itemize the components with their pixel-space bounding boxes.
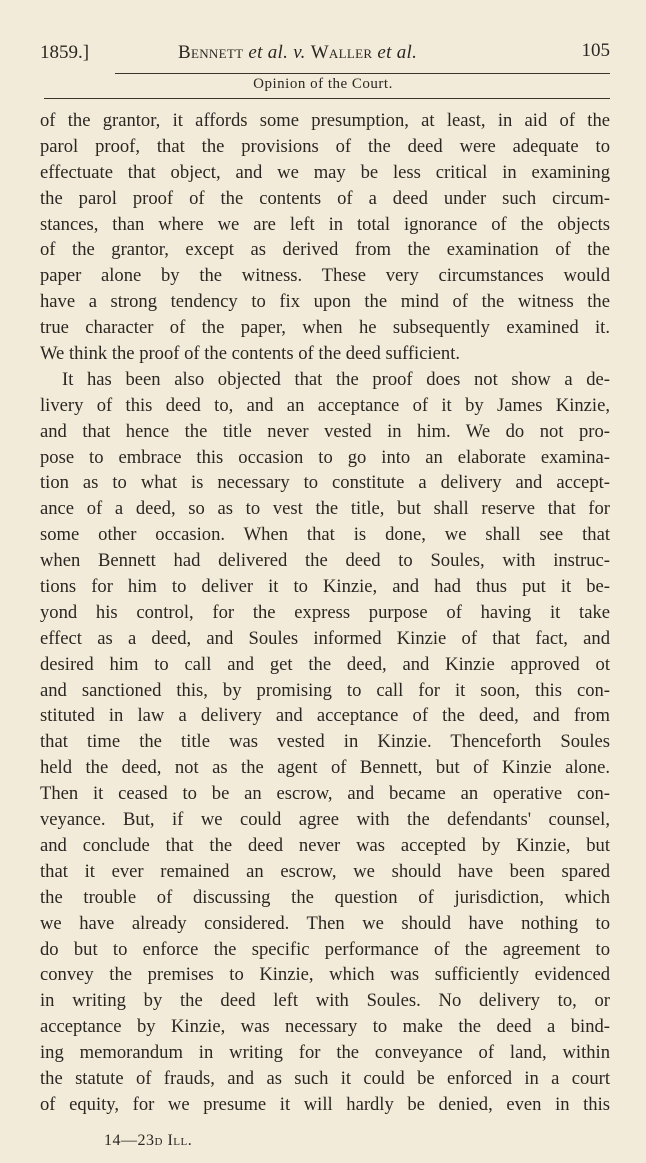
versus: v. [293,42,306,63]
text-line: parol proof, that the provisions of the deed were adequate to [40,135,610,157]
text-line: tions for him to deliver it to Kinzie, and had thus put it be- [40,576,610,598]
text-line: paper alone by the witness. These very circumstances would [40,265,610,287]
signature-volume: d Ill. [154,1132,193,1149]
et-al-first: et al. [248,42,289,63]
text-line: veyance. But, if we could agree with the defendants' counsel, [40,809,610,831]
text-line: true character of the paper, when he subsequently examined it. [40,317,610,339]
text-line: and that hence the title never vested in him. We do not pro- [40,420,610,442]
case-title [178,42,417,64]
page-number: 105 [581,40,610,61]
text-line: ing memorandum in writing for the conveyance of land, within [40,1042,610,1064]
et-al-second: et al. [377,42,418,63]
text-line: desired him to call and get the deed, and Kinzie approved ot [40,653,610,675]
text-line: of the grantor, except as derived from the examination of the [40,239,610,261]
text-line: stituted in law a delivery and acceptance of the deed, and from [40,705,610,727]
signature-number: 14—23 [104,1132,155,1149]
running-head [40,38,610,68]
text-line: have a strong tendency to fix upon the mind of the witness the [40,291,610,313]
party-waller: Waller [310,42,373,63]
opinion-text [40,108,610,1118]
header-year: 1859.] [40,42,90,63]
signature-mark [104,1132,192,1150]
text-line: of the grantor, it affords some presumption, at least, in aid of the [40,110,610,131]
text-line: in writing by the deed left with Soules. No delivery to, or [40,990,610,1012]
text-line: the parol proof of the contents of a deed under such circum- [40,187,610,209]
text-line: some other occasion. When that is done, we shall see that [40,524,610,546]
text-line: that time the title was vested in Kinzie. Thenceforth Soules [40,731,610,753]
text-line: ance of a deed, so as to vest the title, but shall reserve that for [40,498,610,520]
text-line: Then it ceased to be an escrow, and became an operative con- [40,783,610,805]
opinion-subheading: Opinion of the Court. [253,76,393,92]
text-line: that it ever remained an escrow, we should have been spared [40,860,610,882]
text-line: It has been also objected that the proof does not show a de- [62,368,610,390]
text-line: we have already considered. Then we should have nothing to [40,912,610,934]
subheading-rule [44,98,610,99]
text-line: convey the premises to Kinzie, which was sufficiently evidenced [40,964,610,986]
header-rule [115,73,610,74]
party-bennett: Bennett [178,42,244,63]
text-line: effect as a deed, and Soules informed Kinzie of that fact, and [40,627,610,649]
text-line: held the deed, not as the agent of Bennett, but of Kinzie alone. [40,757,610,779]
text-line: effectuate that object, and we may be less critical in examining [40,161,610,183]
text-line: livery of this deed to, and an acceptance of it by James Kinzie, [40,394,610,416]
text-line: We think the proof of the contents of the deed sufficient. [40,343,461,365]
text-line: yond his control, for the express purpose of having it take [40,601,610,623]
text-line: do but to enforce the specific performance of the agreement to [40,938,610,960]
text-line: of equity, for we presume it will hardly be denied, even in this [40,1093,610,1115]
text-line: the statute of frauds, and as such it could be enforced in a court [40,1067,610,1089]
text-line: pose to embrace this occasion to go into an elaborate examina- [40,446,610,468]
text-line: stances, than where we are left in total ignorance of the objects [40,213,610,235]
text-line: acceptance by Kinzie, was necessary to make the deed a bind- [40,1016,610,1038]
text-line: the trouble of discussing the question of jurisdiction, which [40,886,610,908]
text-line: tion as to what is necessary to constitute a delivery and accept- [40,472,610,494]
text-line: when Bennett had delivered the deed to Soules, with instruc- [40,550,610,572]
text-line: and sanctioned this, by promising to call for it soon, this con- [40,679,610,701]
text-line: and conclude that the deed never was accepted by Kinzie, but [40,834,610,856]
